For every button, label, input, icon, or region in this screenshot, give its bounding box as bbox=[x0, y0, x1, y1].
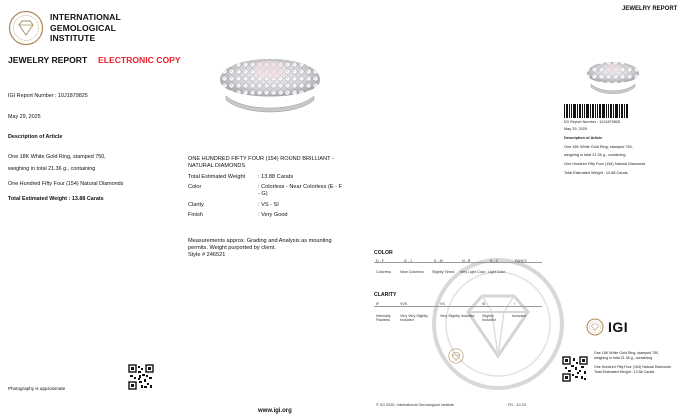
clarity-scale-line bbox=[374, 306, 542, 307]
photography-note: Photography is approximate bbox=[8, 386, 66, 391]
clarity-code: I bbox=[514, 302, 515, 306]
footer-copyright: © IGI 2020, International Gemological Institute bbox=[376, 403, 454, 407]
color-desc: Colorless bbox=[376, 270, 391, 274]
barcode-icon bbox=[564, 104, 628, 118]
clarity-scale-heading: CLARITY bbox=[374, 292, 397, 298]
color-code: N - R bbox=[462, 259, 471, 263]
color-code: K - M bbox=[434, 259, 443, 263]
ring-photo bbox=[214, 40, 326, 116]
clarity-desc: Very Very Slightly Included bbox=[400, 314, 428, 323]
article-title-line: NATURAL DIAMONDS bbox=[188, 163, 246, 169]
clarity-code: VS bbox=[440, 302, 445, 306]
color-desc: Light Color bbox=[488, 270, 506, 274]
spec-label: Total Estimated Weight bbox=[188, 174, 246, 180]
mini-bottom-line: One 18K White Gold Ring, stamped 750, bbox=[594, 351, 660, 355]
spec-value: : VS - SI bbox=[258, 202, 279, 208]
article-title-line: ONE HUNDRED FIFTY FOUR (154) ROUND BRILLIANT - bbox=[188, 156, 334, 162]
clarity-desc: Slightly Included bbox=[482, 314, 496, 323]
org-name-line: GEMOLOGICAL bbox=[50, 22, 117, 33]
spec-label: Color bbox=[188, 184, 202, 190]
clarity-desc: Internally Flawless bbox=[376, 314, 391, 323]
article-title bbox=[188, 156, 364, 170]
mini-report-title: JEWELRY REPORT bbox=[622, 6, 678, 12]
spec-label: Clarity bbox=[188, 202, 204, 208]
description-heading: Description of Article bbox=[8, 134, 63, 140]
color-desc: Very Light Color bbox=[460, 270, 486, 274]
mini-bottom-line: weighing in total 21.36 g., containing bbox=[594, 356, 653, 360]
clarity-code: IF bbox=[376, 302, 380, 306]
footer-form-code: FD - 10.20 bbox=[508, 403, 526, 407]
qr-code-icon[interactable] bbox=[562, 356, 588, 382]
color-code: G - J bbox=[404, 259, 412, 263]
measurement-line: permits. Weight purported by client. bbox=[188, 245, 276, 251]
igi-logo-text: IGI bbox=[608, 319, 629, 335]
clarity-desc: Very Slightly Included bbox=[440, 314, 475, 318]
report-date: May 29, 2025 bbox=[8, 114, 41, 120]
spec-value: : Very Good bbox=[258, 212, 288, 218]
color-code: D - F bbox=[376, 259, 384, 263]
clarity-code: SI bbox=[482, 302, 486, 306]
electronic-copy-label: ELECTRONIC COPY bbox=[98, 55, 181, 65]
mini-bottom-line: Total Estimated Weight : 13.88 Carats bbox=[594, 370, 655, 374]
measurement-note bbox=[188, 238, 364, 259]
mini-description-heading: Description of Article bbox=[564, 136, 603, 140]
org-name-line: INSTITUTE bbox=[50, 33, 96, 43]
mini-date: May 29, 2025 bbox=[564, 127, 588, 131]
color-code: S - Z bbox=[490, 259, 498, 263]
color-code: FANCY bbox=[515, 259, 527, 263]
org-name-line: INTERNATIONAL bbox=[50, 12, 121, 22]
measurement-line: Measurements approx. Grading and Analysis as mounting bbox=[188, 238, 332, 244]
ring-photo-small bbox=[584, 52, 642, 96]
mini-diamond-count: One Hundred Fifty Four (154) Natural Diamonds bbox=[564, 162, 646, 166]
mini-total-weight: Total Estimated Weight : 13.88 Carats bbox=[564, 171, 628, 175]
website-link[interactable]: www.igi.org bbox=[258, 408, 292, 414]
measurement-line: Style # 246521 bbox=[188, 252, 226, 258]
spec-value: : Colorless - Near Colorless (E - F bbox=[258, 184, 342, 190]
article-line: One 18K White Gold Ring, stamped 750, bbox=[8, 154, 106, 160]
mini-article-line: One 18K White Gold Ring, stamped 750, bbox=[564, 145, 633, 149]
qr-code-icon[interactable] bbox=[128, 364, 154, 390]
mini-bottom-line: One Hundred Fifty Four (154) Natural Diamonds bbox=[594, 365, 671, 369]
igi-seal-icon bbox=[586, 318, 604, 336]
spec-value: - G) bbox=[258, 191, 268, 197]
spec-value: : 13.88 Carats bbox=[258, 174, 294, 180]
diamond-icon bbox=[448, 348, 464, 364]
color-desc: Near Colorless bbox=[400, 270, 424, 274]
color-desc: Slightly Tinted bbox=[432, 270, 455, 274]
mini-article-line: weighing in total 21.36 g., containing bbox=[564, 153, 626, 157]
total-weight: Total Estimated Weight : 13.88 Carats bbox=[8, 196, 104, 202]
organization-name bbox=[50, 12, 121, 44]
article-line: weighing in total 21.36 g., containing bbox=[8, 166, 96, 172]
report-number: IGI Report Number : 10J1879825 bbox=[8, 93, 88, 99]
clarity-code: VVS bbox=[400, 302, 408, 306]
report-title: JEWELRY REPORT bbox=[8, 55, 88, 65]
diamond-count: One Hundred Fifty Four (154) Natural Diamonds bbox=[8, 181, 124, 187]
mini-report-number: IGI Report Number : 10J1879825 bbox=[564, 120, 621, 124]
igi-seal-icon bbox=[8, 10, 44, 46]
color-scale-heading: COLOR bbox=[374, 250, 393, 256]
clarity-desc: Included bbox=[512, 314, 526, 318]
spec-label: Finish bbox=[188, 212, 203, 218]
diamond-watermark-icon bbox=[430, 256, 566, 392]
